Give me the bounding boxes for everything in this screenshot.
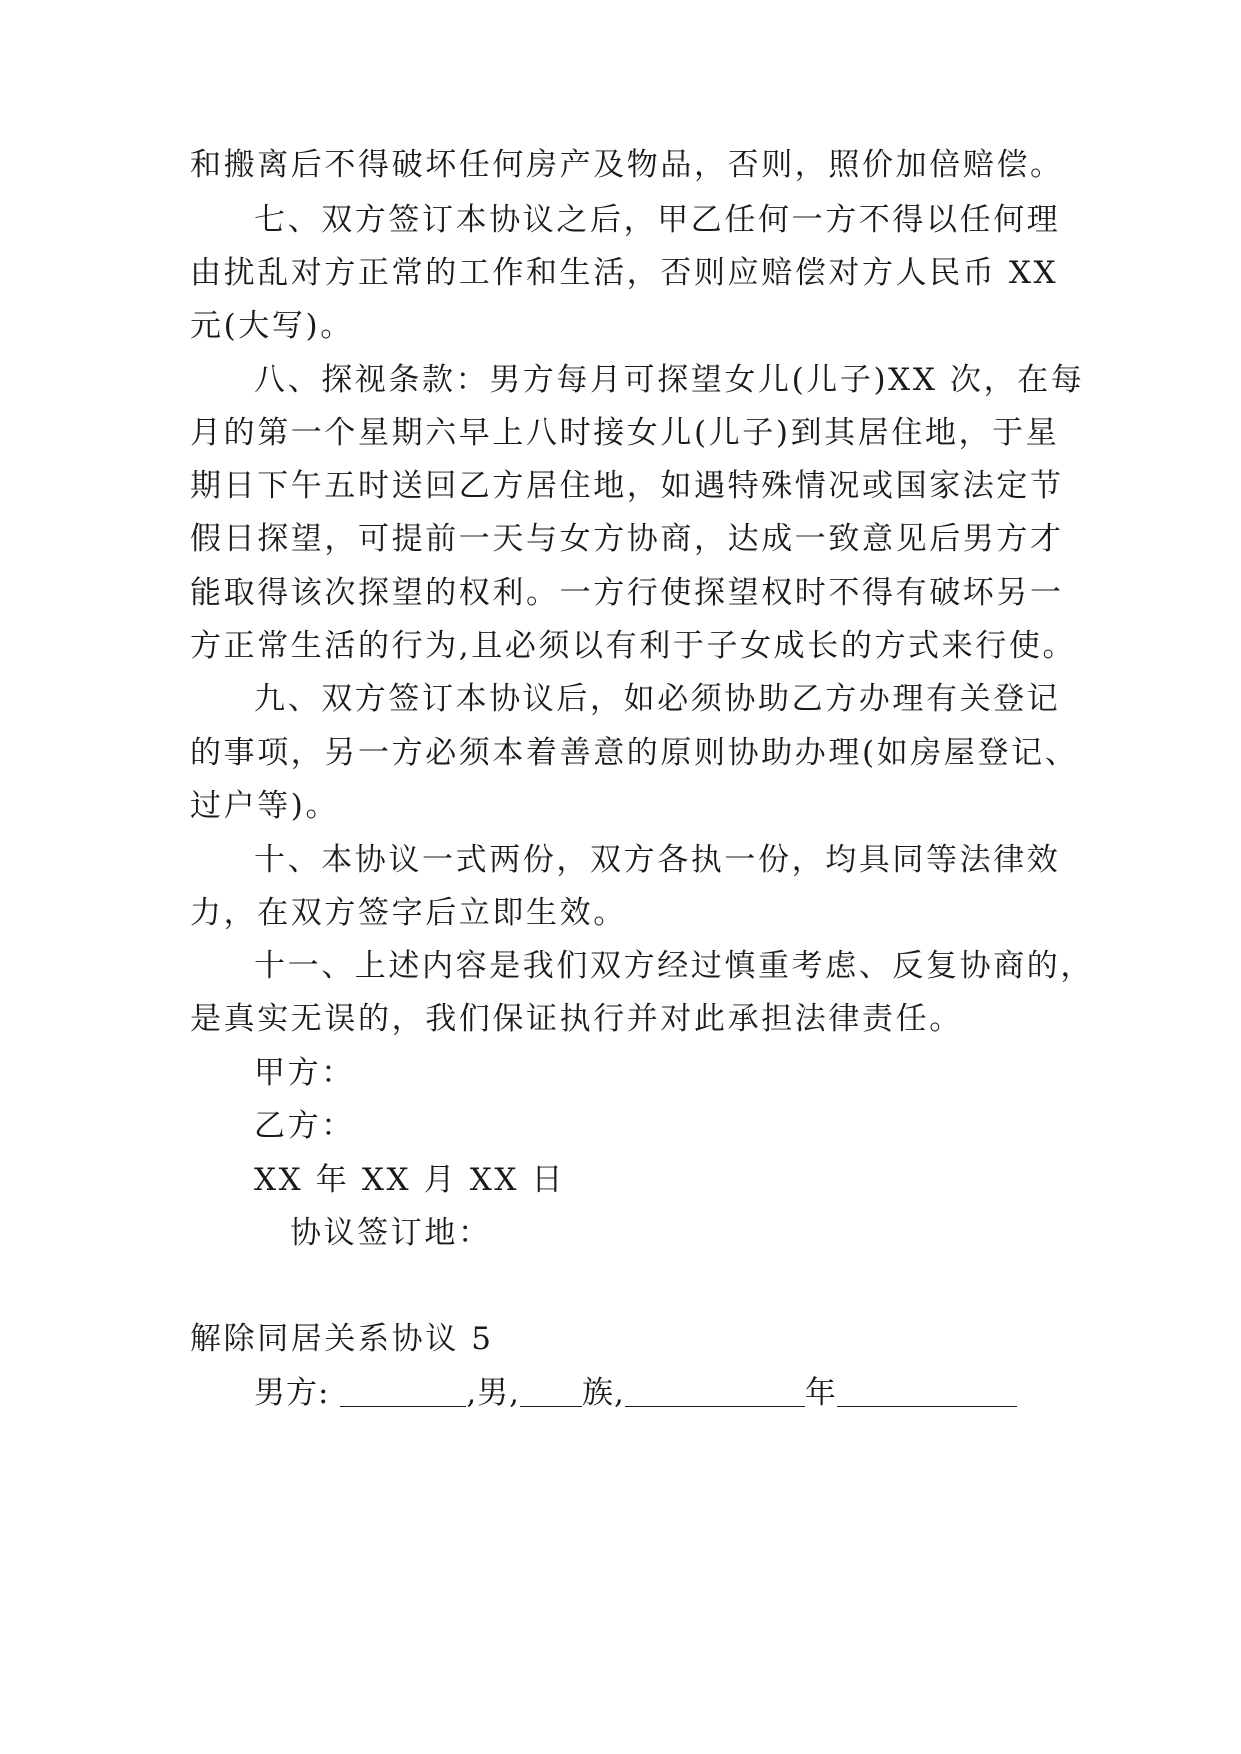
gender-text: ,男, (466, 1375, 521, 1411)
signature-date: XX 年 XX 月 XX 日 (254, 1162, 566, 1198)
clause-8-line-3: 期日下午五时送回乙方居住地，如遇特殊情况或国家法定节 (190, 468, 1064, 504)
clause-7-line-1: 七、双方签订本协议之后，甲乙任何一方不得以任何理 (254, 202, 1061, 238)
trailing-blank[interactable] (837, 1376, 1017, 1407)
clause-11-line-2: 是真实无误的，我们保证执行并对此承担法律责任。 (190, 1001, 963, 1037)
clause-9-line-1: 九、双方签订本协议后，如必须协助乙方办理有关登记 (254, 681, 1061, 717)
male-party-form-line (254, 1371, 1017, 1415)
clause-7-line-3: 元(大写)。 (190, 308, 354, 344)
party-b-signature: 乙方： (254, 1108, 355, 1144)
clause-8-line-1: 八、探视条款：男方每月可探望女儿(儿子)XX 次，在每 (254, 362, 1085, 398)
clause-10-line-1: 十、本协议一式两份，双方各执一份，均具同等法律效 (254, 842, 1061, 878)
clause-7-line-2: 由扰乱对方正常的工作和生活，否则应赔偿对方人民币 XX (190, 255, 1059, 291)
ethnicity-text: 族, (582, 1375, 625, 1411)
name-blank[interactable] (340, 1376, 466, 1407)
paragraph-line: 和搬离后不得破坏任何房产及物品，否则，照价加倍赔偿。 (190, 147, 1064, 183)
clause-9-line-2: 的事项，另一方必须本着善意的原则协助办理(如房屋登记、 (190, 735, 1079, 771)
signing-place: 协议签订地： (290, 1215, 492, 1251)
clause-8-line-2: 月的第一个星期六早上八时接女儿(儿子)到其居住地，于星 (190, 415, 1060, 451)
clause-8-line-4: 假日探望，可提前一天与女方协商，达成一致意见后男方才 (190, 521, 1064, 557)
ethnicity-blank[interactable] (520, 1376, 582, 1407)
clause-8-line-5: 能取得该次探望的权利。一方行使探望权时不得有破坏另一 (190, 575, 1064, 611)
section-title: 解除同居关系协议 5 (190, 1321, 494, 1357)
clause-10-line-2: 力，在双方签字后立即生效。 (190, 895, 627, 931)
birth-year-blank[interactable] (625, 1376, 805, 1407)
clause-8-line-6: 方正常生活的行为,且必须以有利于子女成长的方式来行使。 (190, 628, 1077, 664)
male-party-label: 男方: (254, 1375, 330, 1411)
party-a-signature: 甲方： (254, 1055, 355, 1091)
clause-9-line-3: 过户等)。 (190, 788, 340, 824)
year-text: 年 (804, 1375, 837, 1411)
clause-11-line-1: 十一、上述内容是我们双方经过慎重考虑、反复协商的， (254, 948, 1094, 984)
